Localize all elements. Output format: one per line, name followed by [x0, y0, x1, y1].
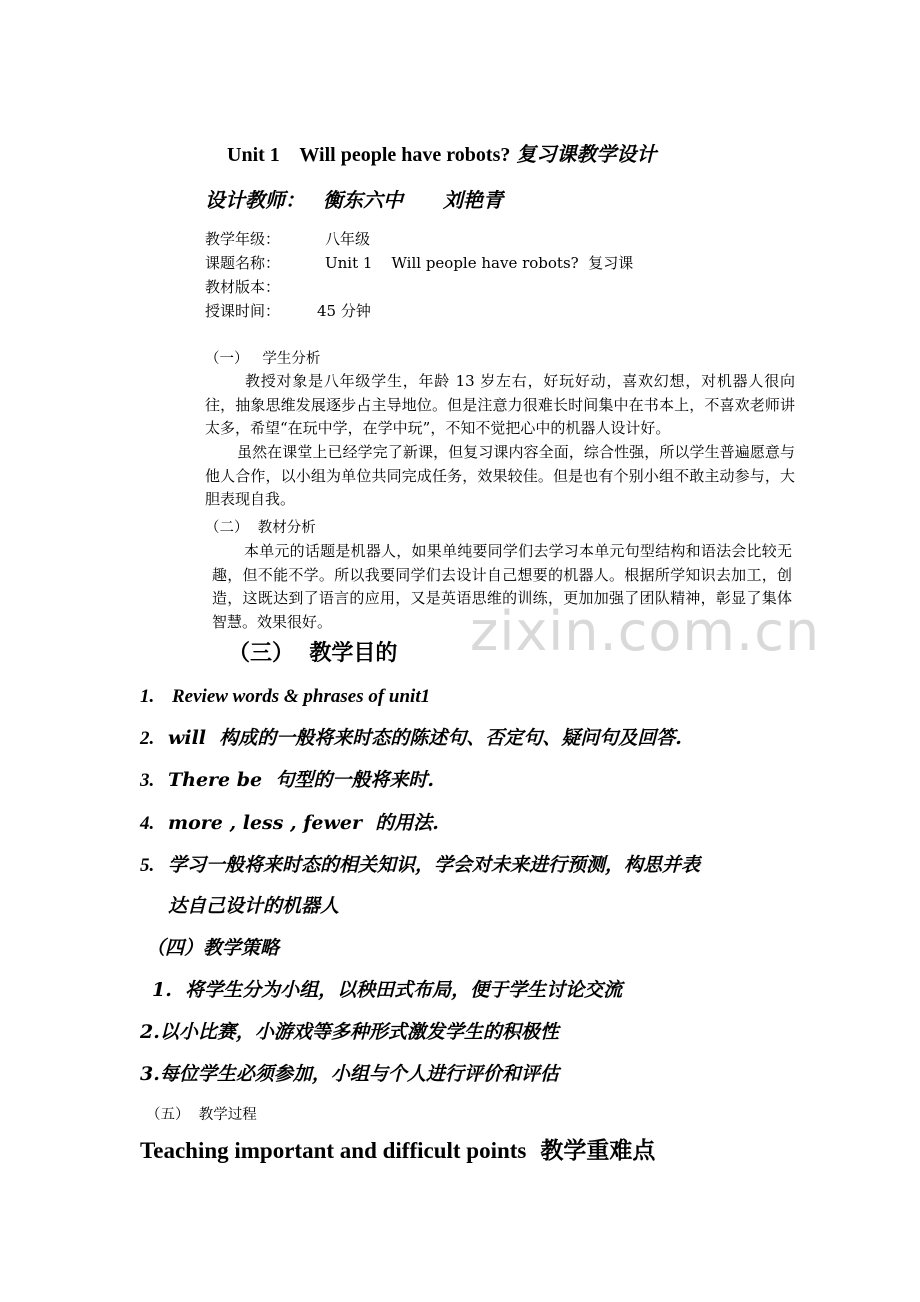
objective-text: more , less , fewer 的用法.: [168, 812, 439, 834]
objective-number: 4.: [140, 813, 155, 834]
student-analysis-paragraph-1: 教授对象是八年级学生，年龄 13 岁左右，好玩好动，喜欢幻想，对机器人很向往，抽象思维发展逐步占主导地位。但是注意力很难长时间集中在书本上，不喜欢老师讲太多，希望“在玩中学，在学中玩”，不知不觉把心中的机器人设计好。: [205, 372, 795, 437]
document-title: [227, 138, 656, 167]
objective-continuation: 达自己设计的机器人: [168, 895, 340, 917]
info-key: 授课时间：: [205, 302, 281, 320]
objective-text: 学习一般将来时态的相关知识，学会对未来进行预测，构思并表: [168, 854, 701, 876]
info-grade: [205, 228, 370, 249]
section-student-analysis-heading: （一） 学生分析: [205, 351, 321, 367]
section-material-analysis-heading: （二） 教材分析: [205, 520, 316, 536]
section-strategy-heading: （四）教学策略: [146, 937, 280, 959]
teaching-points-heading: [140, 1132, 655, 1165]
objective-number: 1.: [140, 686, 155, 707]
teaching-points-english: Teaching important and difficult points: [140, 1138, 527, 1163]
objective-item: [140, 850, 700, 877]
title-english: Unit 1 Will people have robots?: [227, 144, 511, 166]
author-name: 刘艳青: [443, 188, 503, 212]
section-objectives-heading: （三） 教学目的: [228, 640, 398, 666]
student-analysis-paragraph-2: 虽然在课堂上已经学完了新课，但复习课内容全面，综合性强，所以学生普遍愿意与他人合作，以小组为单位共同完成任务，效果较佳。但是也有个别小组不敢主动参与，大胆表现自我。: [205, 443, 795, 508]
info-value: 45 分钟: [317, 302, 371, 320]
section-process-heading: （五） 教学过程: [146, 1107, 257, 1123]
objective-text: Review words & phrases of unit1: [172, 686, 431, 707]
objective-number: 5.: [140, 855, 155, 876]
info-key: 教材版本：: [205, 278, 281, 296]
title-chinese: 复习课教学设计: [516, 142, 657, 166]
info-edition: [205, 276, 325, 297]
info-value: 八年级: [325, 230, 371, 248]
watermark: zixin.com.cn: [470, 600, 821, 663]
objective-number: 3.: [140, 770, 155, 791]
info-key: 课题名称：: [205, 254, 281, 272]
strategy-item: 1. 将学生分为小组，以秧田式布局，便于学生讨论交流: [152, 979, 623, 1001]
objective-text: will 构成的一般将来时态的陈述句、否定句、疑问句及回答.: [168, 727, 682, 749]
material-analysis-paragraph: 本单元的话题是机器人，如果单纯要同学们去学习本单元句型结构和语法会比较无趣，但不能不学。所以我要同学们去设计自己想要的机器人。根据所学知识去加工，创造，这既达到了语言的应用，又是英语思维的训练，更加加强了团队精神，彰显了集体智慧。效果很好。: [212, 542, 792, 631]
objective-text: There be 句型的一般将来时.: [168, 769, 434, 791]
author-line: [205, 184, 503, 213]
objective-item: [140, 723, 682, 750]
objective-number: 2.: [140, 728, 155, 749]
objective-item: [140, 808, 439, 835]
objective-item: [140, 765, 434, 792]
strategy-item: 2.以小比赛，小游戏等多种形式激发学生的积极性: [140, 1021, 559, 1043]
author-label: 设计教师：: [205, 188, 305, 212]
teaching-points-chinese: 教学重难点: [540, 1137, 656, 1164]
info-duration: [205, 300, 371, 321]
objective-item: [140, 685, 430, 708]
info-value: Unit 1 Will people have robots? 复习课: [325, 254, 634, 272]
author-school: 衡东六中: [323, 188, 403, 212]
info-key: 教学年级：: [205, 230, 281, 248]
info-topic: [205, 252, 633, 273]
strategy-item: 3.每位学生必须参加，小组与个人进行评价和评估: [140, 1063, 559, 1085]
